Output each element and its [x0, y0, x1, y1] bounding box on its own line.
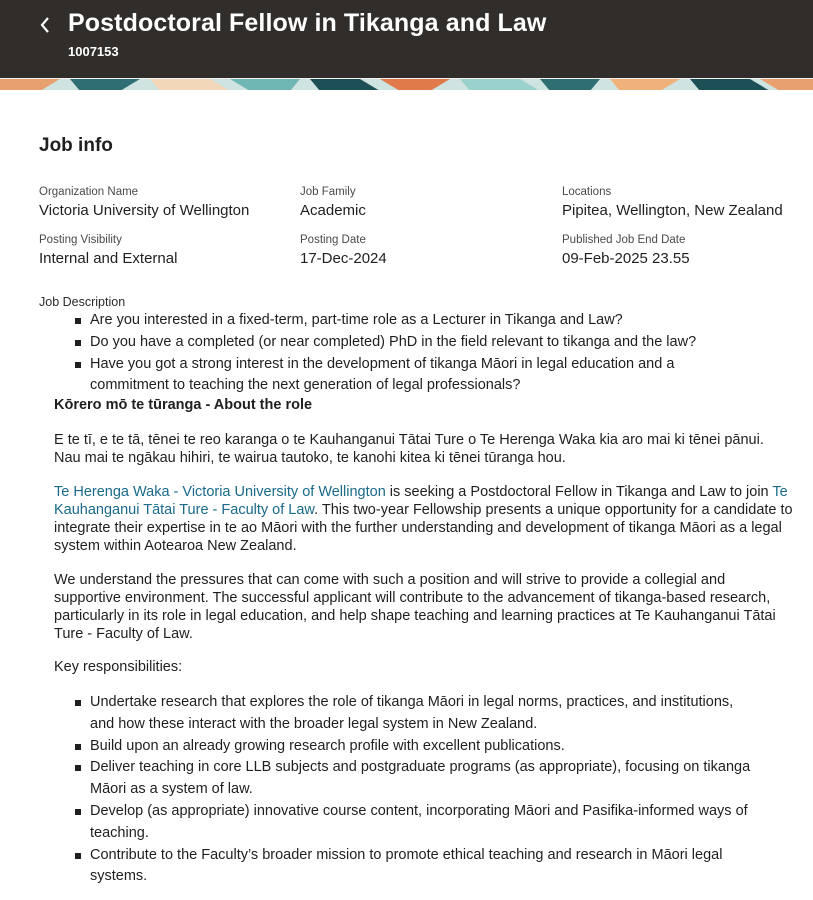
field-value: Victoria University of Wellington — [39, 202, 250, 219]
intro-question-list — [73, 310, 753, 397]
list-item: Build upon an already growing research profile with excellent publications. — [73, 736, 753, 758]
field-label: Locations — [562, 186, 612, 198]
field-locations — [562, 185, 783, 220]
university-link[interactable]: Te Herenga Waka - Victoria University of Wellington — [54, 484, 386, 500]
responsibilities-list — [73, 692, 753, 888]
field-value: Pipitea, Wellington, New Zealand — [562, 202, 783, 219]
intro-paragraph-maori: E te tī, e te tā, tēnei te reo karanga o te Kauhanganui Tātai Ture o Te Herenga Waka kia aro mai ki tēnei pānui. Nau mai te ngākau hihiri, te wairua tautoko, te kanohi kitea ki tēnei tūranga hou. — [54, 432, 764, 466]
field-label: Published Job End Date — [562, 234, 686, 246]
field-label: Job Family — [300, 186, 356, 198]
page-header — [0, 0, 813, 78]
back-button[interactable] — [34, 12, 56, 38]
field-published-job-end-date — [562, 233, 690, 268]
field-posting-visibility — [39, 233, 177, 268]
job-description-label: Job Description — [39, 295, 126, 309]
field-label: Posting Date — [300, 234, 366, 246]
field-value: Internal and External — [39, 250, 178, 267]
list-item: Do you have a completed (or near completed) PhD in the field relevant to tikanga and the law? — [73, 332, 753, 354]
field-posting-date — [300, 233, 387, 268]
page-title: Postdoctoral Fellow in Tikanga and Law — [68, 9, 547, 37]
about-the-role-heading: Kōrero mō te tūranga - About the role — [54, 397, 313, 413]
faculty-of-law-link[interactable]: Te Kauhanganui Tātai Ture - Faculty of Law — [54, 484, 788, 518]
list-item: Deliver teaching in core LLB subjects and postgraduate programs (as appropriate), focusing on tikanga Māori as a system of law. — [73, 757, 753, 801]
field-organization-name — [39, 185, 249, 220]
list-item: Develop (as appropriate) innovative course content, incorporating Māori and Pasifika-informed ways of teaching. — [73, 801, 753, 845]
job-details-card — [0, 90, 813, 900]
field-value: 09-Feb-2025 23.55 — [562, 250, 690, 267]
decorative-banner — [0, 78, 813, 90]
paragraph-text: is seeking a Postdoctoral Fellow in Tikanga and Law to join — [385, 484, 773, 500]
job-info-heading: Job info — [39, 135, 113, 156]
key-responsibilities-heading: Key responsibilities: — [54, 659, 183, 675]
field-job-family — [300, 185, 366, 220]
fellowship-paragraph — [54, 483, 794, 555]
field-label: Posting Visibility — [39, 234, 122, 246]
field-label: Organization Name — [39, 186, 139, 198]
environment-paragraph: We understand the pressures that can come with such a position and will strive to provide a collegial and supportive environment. The successful applicant will contribute to the advancement of tikanga-based research, particularly in its role in legal education, and help shape teaching and learning practices at Te Kauhanganui Tātai Ture - Faculty of Law. — [54, 572, 776, 642]
list-item: Contribute to the Faculty’s broader mission to promote ethical teaching and research in Māori legal systems. — [73, 845, 753, 889]
chevron-left-icon — [39, 16, 51, 34]
next-heading-partial — [54, 894, 58, 900]
field-value: 17-Dec-2024 — [300, 250, 387, 267]
list-item: Undertake research that explores the role of tikanga Māori in legal norms, practices, and institutions, and how these interact with the broader legal system in New Zealand. — [73, 692, 753, 736]
field-value: Academic — [300, 202, 366, 219]
requisition-id: 1007153 — [68, 44, 119, 59]
list-item: Have you got a strong interest in the development of tikanga Māori in legal education and a commitment to teaching the next generation of legal professionals? — [73, 354, 753, 398]
list-item: Are you interested in a fixed-term, part-time role as a Lecturer in Tikanga and Law? — [73, 310, 753, 332]
paragraph-text: . This two-year Fellowship presents a unique opportunity for a candidate to integrate their expertise in te ao Māori with the further understanding and development of tikanga Māori as a legal system within Aotearoa New Zealand. — [54, 502, 793, 554]
